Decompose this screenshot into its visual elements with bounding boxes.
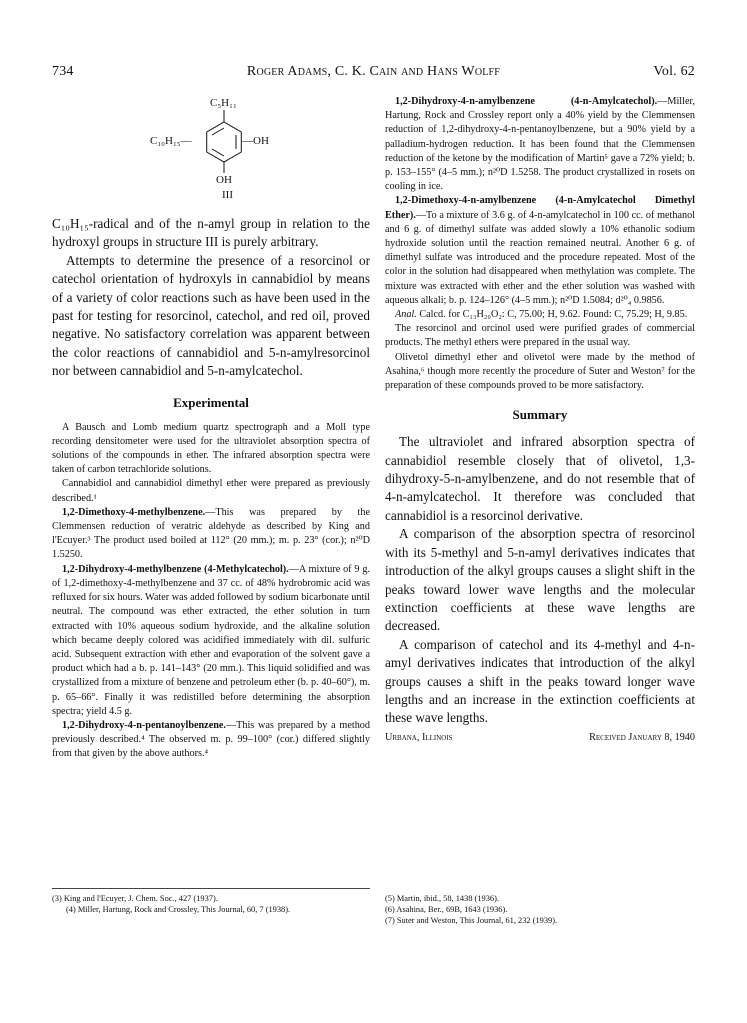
left-column [52,95,370,762]
page-number: 734 [52,64,74,79]
compound-heading: 1,2-Dihydroxy-4-methylbenzene (4-Methylcatechol). [62,563,289,575]
summary-paragraph-3: A comparison of catechol and its 4-methyl and 4-n-amyl derivatives indicates that introduction of the alkyl groups causes a shift in the peaks toward longer wave lengths and an increase in the extinction coefficients at these wave lengths. [385,636,695,726]
anal-label: Anal. [395,309,417,321]
footnote-3: (3) King and l'Ecuyer, J. Chem. Soc., 427 (1937). [52,894,218,903]
running-authors: Roger Adams, C. K. Cain and Hans Wolff [246,64,501,79]
compound-heading: 1,2-Dimethoxy-4-methylbenzene. [62,506,206,518]
intro-paragraph: C₁₀H₁₅-radical and of the n-amyl group in relation to the hydroxyl groups in structure III is purely arbitrary. [52,216,370,250]
benzene-ring-drawing [52,95,370,215]
footnote-7: (7) Suter and Weston, This Journal, 61, 232 (1939). [385,916,558,925]
intro-text [52,215,370,381]
experimental-body [52,421,370,762]
amylcatechol-paragraph: 1,2-Dihydroxy-4-n-amylbenzene (4-n-Amylcatechol).—Miller, Hartung, Rock and Crossley report only a 40% yield by the Clemmensen reduction of 1,2-dihydroxy-4-n-pentanoylbenzene, but a 90% yield by a palladium-hydrogen reduction. It has been found that the Clemmensen reduction of the ketone by the modification of Martin⁵ gave a 72% yield; b. p. 153–155° (4–5 mm.); n²⁰D 1.5258. The product crystallized in rosets on cooling in ice. [385,96,695,193]
summary-paragraph-1: The ultraviolet and infrared absorption spectra of cannabidiol resemble closely that of olivetol, 1,3-dihydroxy-5-n-amylbenzene, and do not resemble that of 4-n-amylcatechol. It therefore was concluded that cannabidiol is a resorcinol derivative. [385,434,695,523]
footnote-5: (5) Martin, ibid., 58, 1438 (1936). [385,894,499,903]
summary-heading: Summary [512,407,568,423]
instrument-paragraph: A Bausch and Lomb medium quartz spectrograph and a Moll type recording densitometer were used for the ultraviolet absorption spectra of solutions of the compounds in ether. The infrared absorption spectra were taken of carbon tetrachloride solutions. [52,421,370,476]
footnote-4: (4) Miller, Hartung, Rock and Crossley, This Journal, 60, 7 (1938). [66,905,291,914]
footnotes-left [52,888,370,915]
experimental-continued [385,95,695,393]
resorcinol-paragraph: The resorcinol and orcinol used were purified grades of commercial products. The methyl ethers were prepared in the usual way. [385,323,695,349]
analysis-paragraph: Anal. Calcd. for C₁₃H₂₀O₂: C, 75.00; H, 9.62. Found: C, 75.29; H, 9.85. [395,309,688,321]
institution-location: Urbana, Illinois [385,731,453,743]
compound-heading: 1,2-Dimethoxy-4-n-amylbenzene (4-n-Amylcatechol Dimethyl Ether). [385,195,695,221]
pentanoylbenzene-paragraph: 1,2-Dihydroxy-4-n-pentanoylbenzene.—This was prepared by a method previously described.⁴ The observed m. p. 99–100° (cor.) differed slightly from that given by the above authors.⁴ [52,719,370,760]
summary-body [385,433,695,728]
right-substituent: —OH [242,135,269,147]
right-column [385,95,695,743]
left-substituent: C₁₀H₁₅— [150,135,192,147]
cannabidiol-paragraph: Cannabidiol and cannabidiol dimethyl ether were prepared as previously described.¹ [52,478,370,504]
amylcatechol-ether-paragraph: 1,2-Dimethoxy-4-n-amylbenzene (4-n-Amylcatechol Dimethyl Ether).—To a mixture of 3.6 g. of 4-n-amylcatechol in 100 cc. of methanol and 6 g. of dimethyl sulfate was added slowly a 10% ethanolic sodium hydroxide solution until the reaction remained neutral. Another 6 g. of dimethyl sulfate was introduced and the procedure repeated. Most of the color in the solution had disappeared when methylation was complete. The mixture was extracted with ether and the ether solution was washed with aqueous alkali; b. p. 124–126° (4–5 mm.); n²⁰D 1.5084; d²⁰₄ 0.9856. [385,195,695,306]
color-reactions-paragraph: Attempts to determine the presence of a resorcinol or catechol orientation of hydroxyls in cannabidiol by means of a variety of color reactions such as have been used in the past for testing for resorcinol, catechol, and red oil, proved negative. No satisfactory correlation was apparent between the color reactions of cannabidiol and 5-n-amylresorcinol nor between cannabidiol and 5-n-amylcatechol. [52,252,370,379]
structure-iii-figure [52,95,370,215]
bottom-substituent: OH [216,174,232,186]
structure-label: III [222,189,233,201]
dimethoxy-methylbenzene-paragraph: 1,2-Dimethoxy-4-methylbenzene.—This was prepared by the Clemmensen reduction of veratric aldehyde as described by King and l'Ecuyer.³ The product used boiled at 112° (20 mm.); m. p. 23° (cor.); n²⁰D 1.5250. [52,506,370,561]
experimental-heading: Experimental [173,394,249,410]
methylcatechol-paragraph: 1,2-Dihydroxy-4-methylbenzene (4-Methylcatechol).—A mixture of 9 g. of 1,2-dimethoxy-4-methylbenzene and 37 cc. of 48% hydrobromic acid was refluxed for six hours. Water was added followed by sodium bicarbonate until neutral. The compound was ether extracted, the ether solution in turn extracted with 10% aqueous sodium hydroxide, and the alkaline solution which became deeply colored was acidified immediately with dil. sulfuric acid. Subsequent extraction with ether and evaporation of the solvent gave a product which had a b. p. 141–143° (20 mm.). This liquid solidified and was crystallized from a mixture of benzene and petroleum ether (b. p. 40–60°), m. p. 65–66°. Finally it was redistilled before determining the absorption spectra; yield 4.5 g. [52,563,370,717]
compound-heading: 1,2-Dihydroxy-4-n-amylbenzene (4-n-Amylcatechol). [395,96,658,107]
signature-line [385,732,695,743]
volume-label: Vol. 62 [653,64,695,79]
top-substituent: C₅H₁₁ [210,97,237,109]
compound-heading: 1,2-Dihydroxy-4-n-pentanoylbenzene. [62,719,226,731]
footnote-6: (6) Asahina, Ber., 69B, 1643 (1936). [385,905,508,914]
footnotes-right [385,888,695,926]
summary-paragraph-2: A comparison of the absorption spectra of resorcinol with its 5-methyl and 5-n-amyl derivatives indicates that introduction of the alkyl groups causes a slight shift in the peaks toward lower wave lengths and the molecular extinction coefficients at these wave lengths are decreased. [385,526,695,634]
received-date: Received January 8, 1940 [589,731,695,743]
olivetol-paragraph: Olivetol dimethyl ether and olivetol were made by the method of Asahina,⁶ though more recently the procedure of Suter and Weston⁷ for the preparation of these compounds proved to be more satisfactory. [385,351,695,392]
running-header [52,64,695,84]
